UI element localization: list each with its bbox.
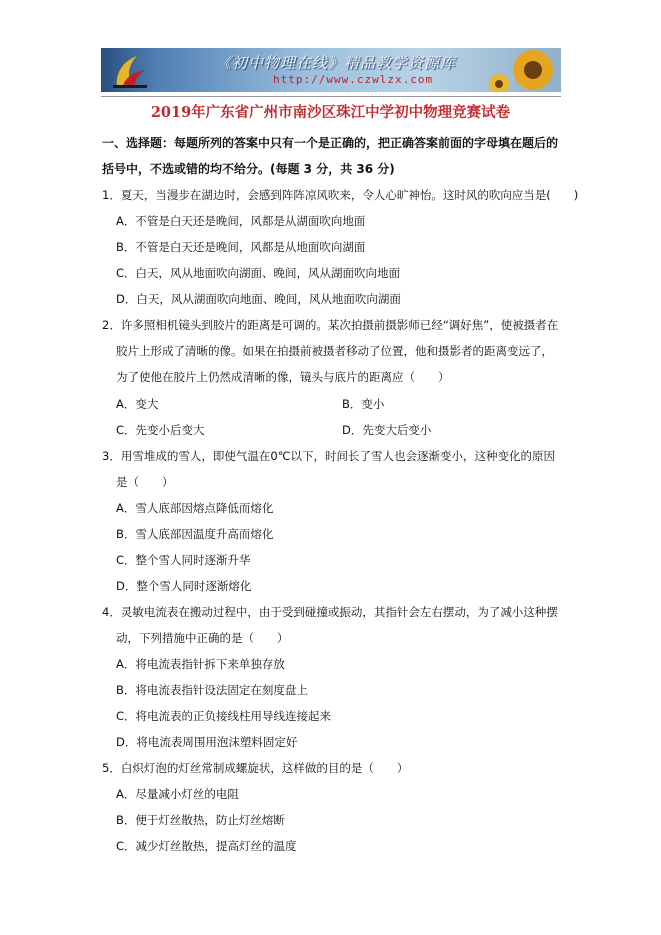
q1-option-d: D．白天，风从湖面吹向地面、晚间，风从地面吹向湖面 — [116, 292, 401, 306]
question-5-stem: 5．白炽灯泡的灯丝常制成螺旋状，这样做的目的是（ ） — [102, 761, 409, 775]
header-banner — [101, 48, 561, 92]
question-2-stem: 胶片上形成了清晰的像。如果在拍摄前被摄者移动了位置，他和摄影者的距离变远了， — [116, 344, 553, 358]
q2-option-d: D．先变大后变小 — [342, 423, 432, 437]
sunflower-icon — [481, 48, 561, 92]
q1-option-b: B．不管是白天还是晚间，风都是从地面吹向湖面 — [116, 240, 366, 254]
q4-option-b: B．将电流表指针设法固定在刻度盘上 — [116, 683, 308, 697]
q3-option-d: D．整个雪人同时逐渐熔化 — [116, 579, 252, 593]
question-3-stem: 是（ ） — [116, 475, 174, 489]
q3-option-b: B．雪人底部因温度升高而熔化 — [116, 527, 274, 541]
section-heading — [102, 130, 572, 182]
header-rule — [101, 96, 561, 97]
question-2-stem: 为了使他在胶片上仍然成清晰的像，镜头与底片的距离应（ ） — [116, 370, 450, 384]
q2-option-c: C．先变小后变大 — [116, 423, 205, 437]
banner-url[interactable]: http://www.czwlzx.com — [273, 73, 434, 86]
q1-option-a: A．不管是白天还是晚间，风都是从湖面吹向地面 — [116, 214, 366, 228]
q4-option-d: D．将电流表周围用泡沫塑料固定好 — [116, 735, 298, 749]
logo-icon — [107, 52, 155, 90]
question-1-stem: 1．夏天，当漫步在湖边时，会感到阵阵凉风吹来，令人心旷神怡。这时风的吹向应当是( ) — [102, 188, 579, 202]
q5-option-c: C．减少灯丝散热，提高灯丝的温度 — [116, 839, 297, 853]
q3-option-a: A．雪人底部因熔点降低而熔化 — [116, 501, 274, 515]
q2-option-b: B．变小 — [342, 397, 385, 411]
q1-option-c: C．白天，风从地面吹向湖面、晚间，风从湖面吹向地面 — [116, 266, 401, 280]
q3-option-c: C．整个雪人同时逐渐升华 — [116, 553, 251, 567]
q4-option-c: C．将电流表的正负接线柱用导线连接起来 — [116, 709, 332, 723]
document-title: 2019年广东省广州市南沙区珠江中学初中物理竞赛试卷 — [150, 104, 511, 121]
question-3-stem: 3．用雪堆成的雪人，即使气温在0℃以下，时间长了雪人也会逐渐变小，这种变化的原因 — [102, 449, 556, 463]
question-2-stem: 2．许多照相机镜头到胶片的距离是可调的。某次拍摄前摄影师已经“调好焦”，使被摄者在 — [102, 318, 559, 332]
q4-option-a: A．将电流表指针拆下来单独存放 — [116, 657, 285, 671]
banner-title: 《初中物理在线》精品教学资源库 — [216, 54, 457, 72]
q5-option-b: B．便于灯丝散热，防止灯丝熔断 — [116, 813, 285, 827]
question-4-stem: 4．灵敏电流表在搬动过程中，由于受到碰撞或振动，其指针会左右摆动，为了减小这种摆 — [102, 605, 558, 619]
q2-option-a: A．变大 — [116, 397, 159, 411]
q5-option-a: A．尽量减小灯丝的电阻 — [116, 787, 239, 801]
section-line: 一、选择题：每题所列的答案中只有一个是正确的，把正确答案前面的字母填在题后的 — [102, 136, 559, 150]
section-line: 括号中，不选或错的均不给分。(每题 3 分，共 36 分) — [102, 162, 395, 176]
question-4-stem: 动，下列措施中正确的是（ ） — [116, 631, 289, 645]
